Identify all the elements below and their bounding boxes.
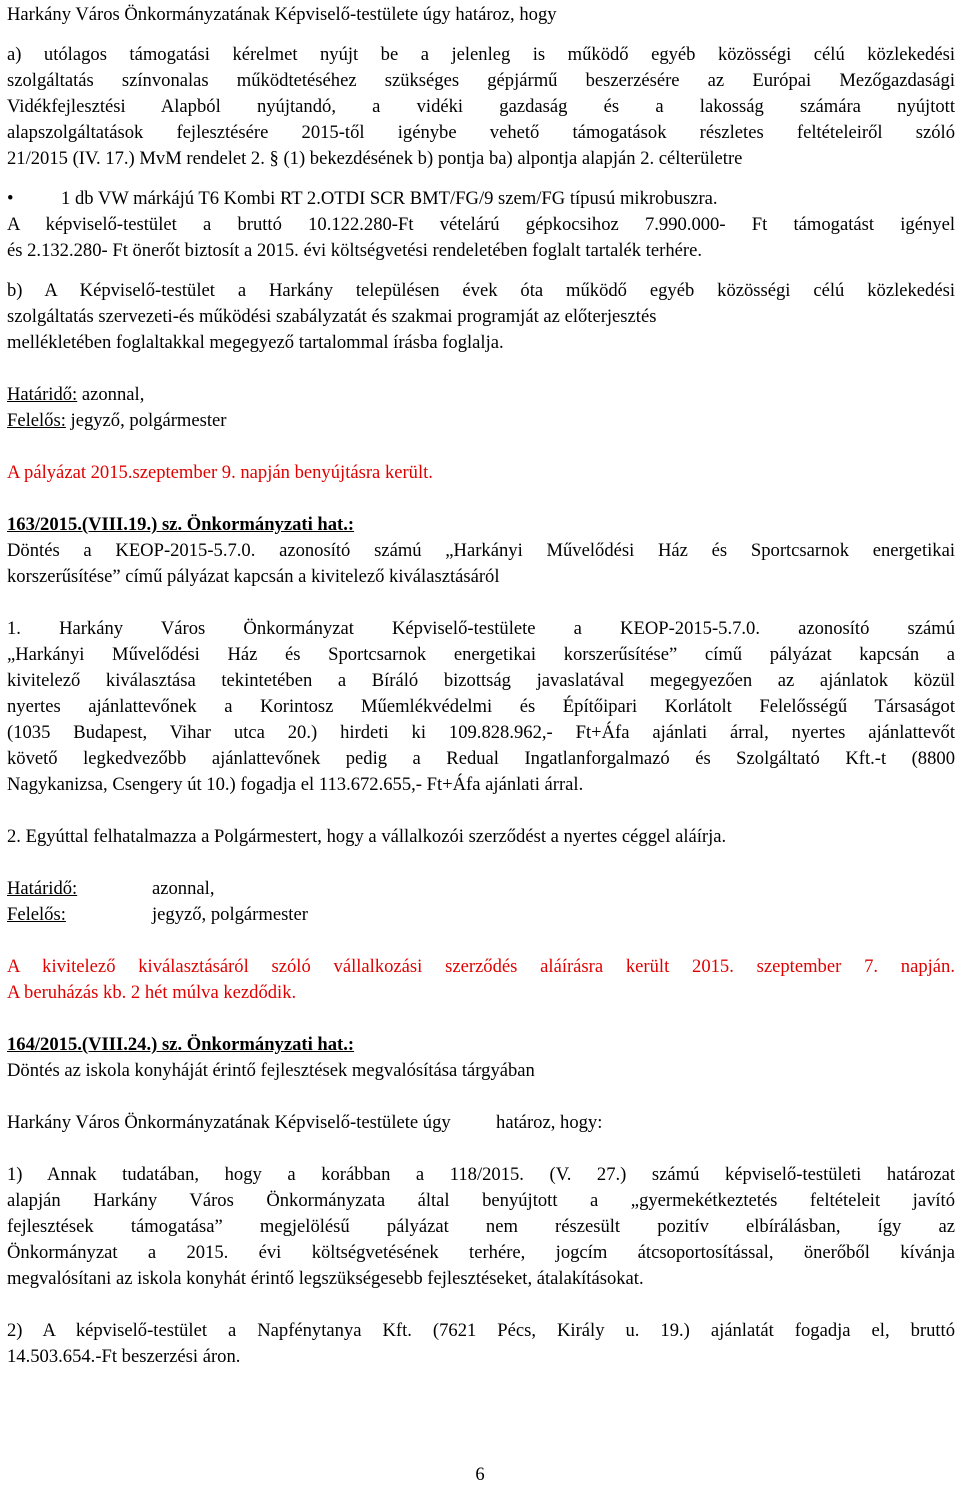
text-line: 1. Harkány Város Önkormányzat Képviselő-testülete a KEOP-2015-5.7.0. azonosító számú xyxy=(7,618,955,639)
text-line: 14.503.654.-Ft beszerzési áron. xyxy=(7,1346,241,1367)
responsible-label: Felelős: xyxy=(7,904,66,925)
deadline-value: azonnal, xyxy=(152,878,215,899)
bullet-icon: • xyxy=(7,188,14,209)
deadline-label: Határidő: xyxy=(7,878,78,899)
resolution-title: Döntés az iskola konyháját érintő fejlesztések megvalósítása tárgyában xyxy=(7,1060,535,1081)
resolution-number: 164/2015.(VIII.24.) sz. Önkormányzati hat.: xyxy=(7,1034,355,1055)
intro-left: Harkány Város Önkormányzatának Képviselő-testülete úgy xyxy=(7,1112,451,1133)
resolution-title: korszerűsítése” című pályázat kapcsán a kivitelező kiválasztásáról xyxy=(7,566,500,587)
text-line: kivitelező kiválasztása tekintetében a Bíráló bizottság javaslatával megegyezően az ajánlatok közül xyxy=(7,670,955,691)
responsible-line xyxy=(7,902,955,928)
text-line: alapszolgáltatások fejlesztésére 2015-től igénybe vehető támogatások részletes feltételeiről szóló xyxy=(7,122,955,143)
intro-line: Harkány Város Önkormányzatának Képviselő-testülete úgy határoz, hogy xyxy=(7,4,557,25)
text-line: Vidékfejlesztési Alapból nyújtandó, a vidéki gazdaság és a lakosság számára nyújtott xyxy=(7,96,955,117)
text-line: szolgáltatás színvonalas működtetéséhez szükséges gépjármű beszerzésére az Európai Mezőgazdasági xyxy=(7,70,955,91)
deadline-block xyxy=(7,382,955,434)
list-item-text: 1 db VW márkájú T6 Kombi RT 2.OTDI SCR BMT/FG/9 szem/FG típusú mikrobuszra. xyxy=(61,188,718,209)
page-number: 6 xyxy=(475,1464,485,1485)
text-line: szolgáltatás szervezeti-és működési szabályzatát és szakmai programját az előterjesztés xyxy=(7,306,657,327)
document-page xyxy=(7,2,955,1370)
text-line: alapján Harkány Város Önkormányzata által benyújtott a „gyermekétkeztetés feltételeit javító xyxy=(7,1190,955,1211)
list-item xyxy=(7,186,955,212)
status-note: A beruházás kb. 2 hét múlva kezdődik. xyxy=(7,982,297,1003)
deadline-line xyxy=(7,876,955,902)
resolution-164 xyxy=(7,1032,955,1370)
text-line: b) A Képviselő-testület a Harkány településen évek óta működő egyéb közösségi célú közlekedési xyxy=(7,280,955,301)
text-line: megvalósítani az iskola konyhát érintő legszükségesebb fejlesztéseket, átalakításokat. xyxy=(7,1268,644,1289)
text-line: (1035 Budapest, Vihar utca 20.) hirdeti ki 109.828.962,- Ft+Áfa ajánlati árral, nyertes ajánlattevőt xyxy=(7,722,955,743)
text-line: követő legkedvezőbb ajánlattevőnek pedig a Redual Ingatlanforgalmazó és Szolgáltató Kft.-t (8800 xyxy=(7,748,955,769)
text-line: 2) A képviselő-testület a Napfénytanya Kft. (7621 Pécs, Király u. 19.) ajánlatát fogadja el, bruttó xyxy=(7,1320,955,1341)
text-line: a) utólagos támogatási kérelmet nyújt be a jelenleg is működő egyéb közösségi célú közlekedési xyxy=(7,44,955,65)
resolution-b xyxy=(7,278,955,356)
deadline-line xyxy=(7,382,955,408)
text-line: 21/2015 (IV. 17.) MvM rendelet 2. § (1) bekezdésének b) pontja ba) alpontja alapján 2. célterületre xyxy=(7,148,743,169)
text-line: 1) Annak tudatában, hogy a korábban a 118/2015. (V. 27.) számú képviselő-testületi határozat xyxy=(7,1164,955,1185)
text-line: fejlesztések támogatása” megjelölésű pályázat nem részesült pozitív elbírálásban, így az xyxy=(7,1216,955,1237)
text-line: A képviselő-testület a bruttó 10.122.280-Ft vételárú gépkocsihoz 7.990.000- Ft támogatást igényel xyxy=(7,214,955,235)
responsible-value: jegyző, polgármester xyxy=(70,410,227,431)
text-line: 2. Egyúttal felhatalmazza a Polgármestert, hogy a vállalkozói szerződést a nyertes céggel aláírja. xyxy=(7,826,727,847)
resolution-163 xyxy=(7,512,955,850)
intro-right: határoz, hogy: xyxy=(496,1112,603,1133)
status-note: A kivitelező kiválasztásáról szóló vállalkozási szerződés aláírásra került 2015. szeptember 7. napján. xyxy=(7,956,955,977)
text-line: Önkormányzat a 2015. évi költségvetésének terhére, jogcím átcsoportosítással, önerőből kívánja xyxy=(7,1242,955,1263)
text-line: mellékletében foglaltakkal megegyező tartalommal írásba foglalja. xyxy=(7,332,504,353)
responsible-label: Felelős: xyxy=(7,410,66,431)
text-line: Nagykanizsa, Csengery út 10.) fogadja el 113.672.655,- Ft+Áfa ajánlati árral. xyxy=(7,774,584,795)
text-line: „Harkányi Művelődési Ház és Sportcsarnok energetikai korszerűsítése” című pályázat kapcsán a xyxy=(7,644,955,665)
deadline-block xyxy=(7,876,955,928)
status-note: A pályázat 2015.szeptember 9. napján benyújtásra került. xyxy=(7,462,433,483)
deadline-label: Határidő: xyxy=(7,384,78,405)
responsible-value: jegyző, polgármester xyxy=(152,904,308,925)
resolution-title: Döntés a KEOP-2015-5.7.0. azonosító számú „Harkányi Művelődési Ház és Sportcsarnok energetikai xyxy=(7,540,955,561)
resolution-number: 163/2015.(VIII.19.) sz. Önkormányzati hat.: xyxy=(7,514,355,535)
intro-line xyxy=(7,1110,955,1136)
responsible-line xyxy=(7,408,955,434)
deadline-value: azonnal, xyxy=(81,384,145,405)
resolution-a xyxy=(7,42,955,264)
text-line: nyertes ajánlattevőnek a Korintosz Műemlékvédelmi és Építőipari Korlátolt Felelősségű Társaságot xyxy=(7,696,955,717)
text-line: és 2.132.280- Ft önerőt biztosít a 2015. évi költségvetési rendeletében foglalt tartalék terhére. xyxy=(7,240,702,261)
